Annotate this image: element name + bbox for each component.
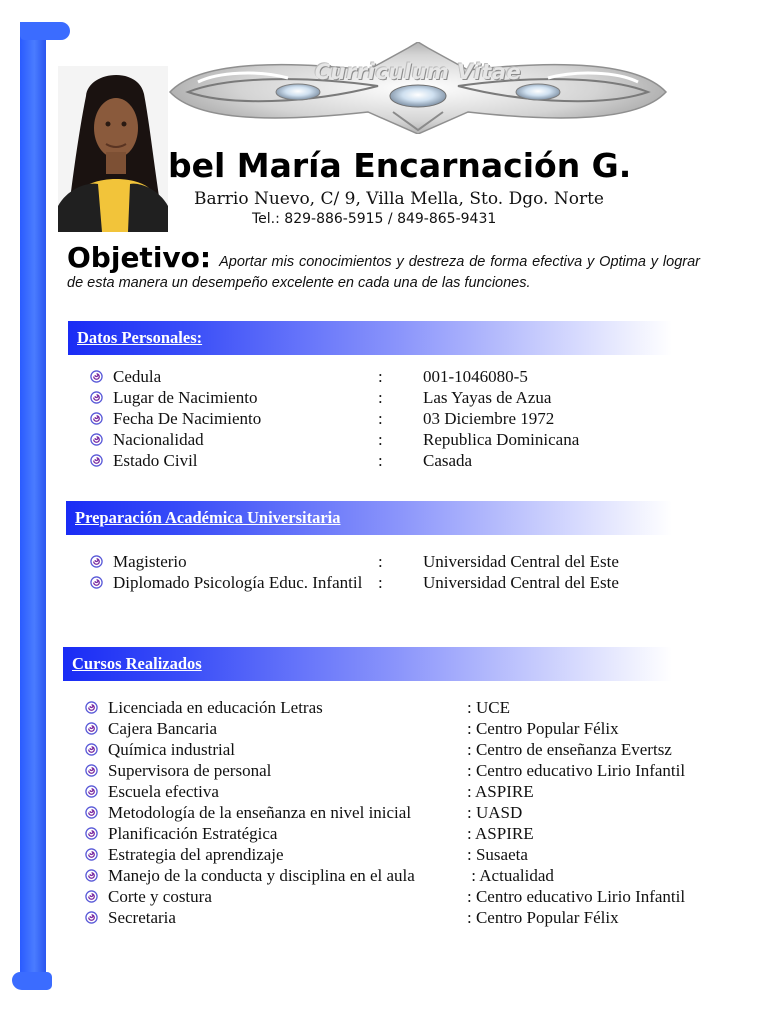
- portrait-icon: [58, 66, 168, 232]
- personal-value: Casada: [423, 451, 473, 470]
- course-value: : UCE: [467, 698, 510, 717]
- academic-label: Magisterio: [113, 552, 187, 571]
- course-value: : Centro Popular Félix: [467, 719, 619, 738]
- section-header-academic: Preparación Académica Universitaria: [66, 501, 672, 535]
- spiral-bullet-icon: [90, 433, 103, 446]
- course-value: : ASPIRE: [467, 824, 534, 843]
- personal-value: Republica Dominicana: [423, 430, 580, 449]
- list-item: [85, 739, 715, 760]
- list-item: [85, 886, 715, 907]
- course-label: Secretaria: [108, 908, 176, 927]
- personal-value: 03 Diciembre 1972: [423, 409, 555, 428]
- list-item: [85, 718, 715, 739]
- separator-colon: :: [378, 388, 383, 407]
- course-label: Corte y costura: [108, 887, 212, 906]
- course-value: : Centro Popular Félix: [467, 908, 619, 927]
- scroll-bottom-curl: [12, 972, 52, 990]
- spiral-bullet-icon: [85, 701, 98, 714]
- course-label: Planificación Estratégica: [108, 824, 278, 843]
- personal-data-list: [90, 366, 650, 471]
- academic-value: Universidad Central del Este: [423, 573, 619, 592]
- curriculum-vitae-title: Curriculum Vitae: [314, 60, 522, 84]
- address-text: Barrio Nuevo, C/ 9, Villa Mella, Sto. Dgo. Norte: [194, 189, 604, 209]
- spiral-bullet-icon: [85, 890, 98, 903]
- spiral-bullet-icon: [85, 785, 98, 798]
- course-value: : Susaeta: [467, 845, 528, 864]
- spiral-bullet-icon: [85, 743, 98, 756]
- header-ornament: [168, 42, 668, 134]
- list-item: [85, 865, 715, 886]
- spiral-bullet-icon: [85, 722, 98, 735]
- list-item: [85, 823, 715, 844]
- section-header-courses: Cursos Realizados: [63, 647, 672, 681]
- spiral-bullet-icon: [90, 391, 103, 404]
- objective-paragraph: [67, 241, 700, 294]
- list-item: [90, 551, 650, 572]
- list-item: [90, 450, 650, 471]
- list-item: [85, 760, 715, 781]
- separator-colon: :: [378, 409, 383, 428]
- list-item: [90, 572, 650, 593]
- objective-text: Aportar mis conocimientos y destreza de forma efectiva y Optima y lograr de esta manera un desempeño excelente en cada una de las funciones.: [67, 254, 700, 291]
- course-label: Cajera Bancaria: [108, 719, 218, 738]
- list-item: [85, 844, 715, 865]
- course-value: : UASD: [467, 803, 523, 822]
- section-header-personal: Datos Personales:: [68, 321, 672, 355]
- list-item: [85, 781, 715, 802]
- course-value: : ASPIRE: [467, 782, 534, 801]
- list-item: [85, 697, 715, 718]
- course-value: : Actualidad: [467, 866, 554, 885]
- spiral-bullet-icon: [90, 576, 103, 589]
- spiral-bullet-icon: [85, 911, 98, 924]
- tribal-ornament-icon: [168, 42, 668, 134]
- spiral-bullet-icon: [85, 827, 98, 840]
- separator-colon: :: [378, 573, 383, 592]
- spiral-bullet-icon: [90, 454, 103, 467]
- academic-label: Diplomado Psicología Educ. Infantil: [113, 573, 363, 592]
- scroll-bar-decoration: [16, 22, 52, 990]
- course-value: : Centro educativo Lirio Infantil: [467, 887, 686, 906]
- separator-colon: :: [378, 552, 383, 571]
- personal-value: 001-1046080-5: [423, 367, 528, 386]
- scroll-shaft: [20, 28, 46, 984]
- personal-value: Las Yayas de Azua: [423, 388, 552, 407]
- course-label: Estrategia del aprendizaje: [108, 845, 284, 864]
- list-item: [85, 907, 715, 928]
- personal-label: Fecha De Nacimiento: [113, 409, 262, 428]
- separator-colon: :: [378, 430, 383, 449]
- list-item: [90, 408, 650, 429]
- academic-value: Universidad Central del Este: [423, 552, 619, 571]
- objective-label: Objetivo:: [67, 241, 212, 274]
- phone-text: Tel.: 829-886-5915 / 849-865-9431: [252, 211, 497, 227]
- separator-colon: :: [378, 451, 383, 470]
- spiral-bullet-icon: [90, 412, 103, 425]
- candidate-name: bel María Encarnación G.: [168, 146, 632, 185]
- list-item: [90, 387, 650, 408]
- spiral-bullet-icon: [85, 806, 98, 819]
- course-label: Licenciada en educación Letras: [108, 698, 323, 717]
- courses-list: [85, 697, 715, 928]
- list-item: [90, 366, 650, 387]
- course-label: Manejo de la conducta y disciplina en el aula: [108, 866, 415, 885]
- spiral-bullet-icon: [90, 370, 103, 383]
- spiral-bullet-icon: [85, 848, 98, 861]
- personal-label: Lugar de Nacimiento: [113, 388, 258, 407]
- list-item: [85, 802, 715, 823]
- spiral-bullet-icon: [85, 869, 98, 882]
- academic-list: [90, 551, 650, 593]
- course-label: Supervisora de personal: [108, 761, 272, 780]
- personal-label: Nacionalidad: [113, 430, 204, 449]
- personal-label: Estado Civil: [113, 451, 198, 470]
- course-value: : Centro de enseñanza Evertsz: [467, 740, 672, 759]
- spiral-bullet-icon: [85, 764, 98, 777]
- profile-photo: [58, 66, 168, 232]
- course-label: Escuela efectiva: [108, 782, 219, 801]
- course-label: Química industrial: [108, 740, 236, 759]
- list-item: [90, 429, 650, 450]
- separator-colon: :: [378, 367, 383, 386]
- course-label: Metodología de la enseñanza en nivel inicial: [108, 803, 412, 822]
- personal-label: Cedula: [113, 367, 162, 386]
- course-value: : Centro educativo Lirio Infantil: [467, 761, 686, 780]
- scroll-top-curl: [20, 22, 70, 40]
- spiral-bullet-icon: [90, 555, 103, 568]
